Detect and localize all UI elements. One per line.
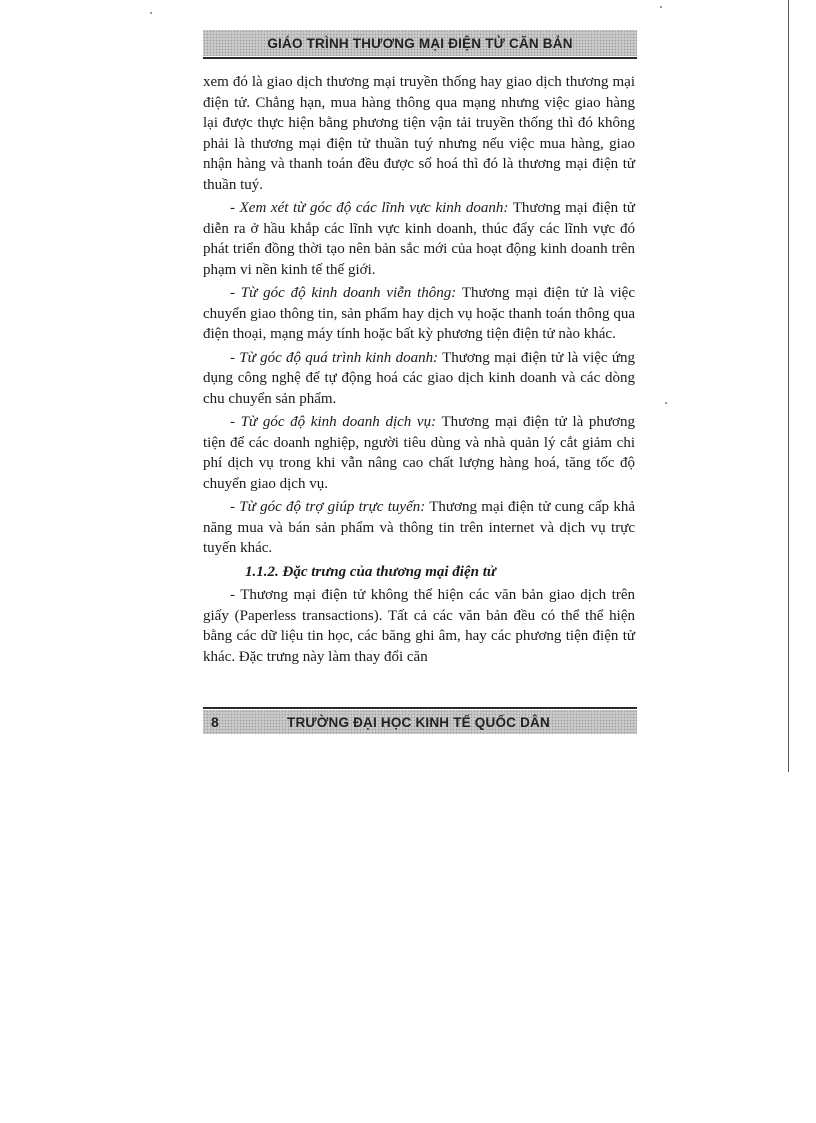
scan-speck (665, 402, 667, 404)
paragraph-lead: - Từ góc độ quá trình kinh doanh: (230, 349, 439, 366)
running-footer (203, 710, 637, 734)
scan-speck (660, 6, 662, 8)
paragraph-business-process: - Từ góc độ quá trình kinh doanh: Thương mại điện tử là việc ứng dụng công nghệ để tự động hoá các giao dịch kinh doanh và các dòng chu chuyển sản phẩm. (203, 349, 635, 407)
paragraph-lead: - Từ góc độ kinh doanh viễn thông: (230, 285, 457, 301)
paragraph-lead: - Từ góc độ kinh doanh dịch vụ: (230, 414, 437, 430)
section-heading: 1.1.2. Đặc trưng của thương mại điện tử (245, 563, 496, 580)
running-header (203, 30, 637, 56)
header-rule (203, 57, 637, 59)
body-text (203, 72, 635, 670)
page-number: 8 (211, 714, 219, 730)
scan-edge-line (788, 0, 789, 772)
paragraph-paperless: - Thương mại điện tử không thể hiện các văn bản giao dịch trên giấy (Paperless transactions). Tất cả các văn bản đều có thể thể hiện bằng các dữ liệu tin học, các băng ghi âm, hay các phương tiện điện tử khác. Đặc trưng này làm thay đổi căn (203, 587, 635, 665)
paragraph-service: - Từ góc độ kinh doanh dịch vụ: Thương mại điện tử là phương tiện để các doanh nghiệp, người tiêu dùng và nhà quản lý cắt giảm chi phí dịch vụ trong khi vẫn nâng cao chất lượng hàng hoá, tăng tốc độ chuyển giao dịch vụ. (203, 414, 635, 492)
paragraph-business-fields: - Xem xét từ góc độ các lĩnh vực kinh doanh: Thương mại điện tử diễn ra ở hầu khắp các lĩnh vực kinh doanh, thúc đẩy các lĩnh vực đó phát triển đồng thời tạo nên bản sắc mới của hoạt động kinh doanh trên phạm vi nền kinh tế thế giới. (203, 200, 635, 278)
header-title: GIÁO TRÌNH THƯƠNG MẠI ĐIỆN TỬ CĂN BẢN (267, 35, 573, 51)
scan-speck (150, 12, 152, 14)
paragraph-continuation: xem đó là giao dịch thương mại truyền thống hay giao dịch thương mại điện tử. Chẳng hạn, mua hàng thông qua mạng nhưng việc giao hàng lại được thực hiện bằng phương tiện vận tải truyền thống thì đó không phải là thương mại điện tử thuần tuý nhưng nếu việc mua hàng, giao nhận hàng và thanh toán đều được số hoá thì đó là thương mại điện tử thuần tuý. (203, 74, 635, 193)
paragraph-lead: - Xem xét từ góc độ các lĩnh vực kinh doanh: (230, 200, 509, 216)
footer-rule (203, 707, 637, 709)
footer-title: TRƯỜNG ĐẠI HỌC KINH TẾ QUỐC DÂN (287, 714, 550, 730)
paragraph-online-support: - Từ góc độ trợ giúp trực tuyến: Thương mại điện tử cung cấp khả năng mua và bán sản phẩm và thông tin trên internet và dịch vụ trực tuyến khác. (203, 499, 635, 556)
paragraph-telecom: - Từ góc độ kinh doanh viễn thông: Thương mại điện tử là việc chuyển giao thông tin, sản phẩm hay dịch vụ hoặc thanh toán thông qua điện thoại, mạng máy tính hoặc bất kỳ phương tiện điện tử nào khác. (203, 285, 635, 342)
paragraph-lead: - Từ góc độ trợ giúp trực tuyến: (230, 499, 426, 515)
